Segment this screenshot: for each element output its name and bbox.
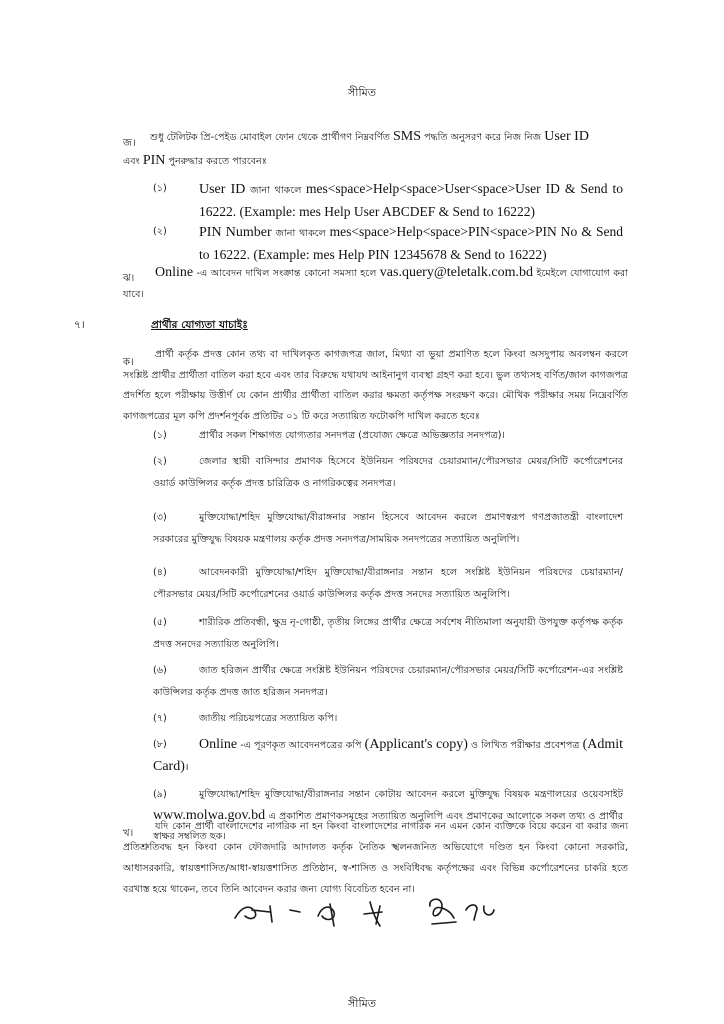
para-ja-label: জ।: [123, 138, 136, 149]
doc-item-2: (২) জেলার স্থায়ী বাসিন্দার প্রমাণক হিসেবে ইউনিয়ন পরিষদের চেয়ারম্যান/পৌরসভার মেয়র/সিটি কর্পোরেশনের ওয়ার্ড কাউন্সিলর কর্তৃক প্রদত্ত চারিত্রিক ও নাগরিকত্বের সনদপত্র।: [153, 456, 623, 489]
doc-item-8: (৮) Online -এ পূরণকৃত আবেদনপত্রের কপি (Applicant's copy) ও লিখিত পরীক্ষার প্রবেশপত্র (Admit Card)।: [153, 737, 624, 774]
handwritten-signatures: [230, 876, 530, 936]
section-7-title: প্রার্থীর যোগ্যতা যাচাইঃ: [151, 319, 248, 331]
sms-item-user-id: (১) User ID জানা থাকলে mes<space>Help<space>User<space>User ID & Send to 16222. (Example: mes Help User ABCDEF & Send to 16222): [153, 181, 623, 219]
para-ja-cont: এবং PIN পুনরুদ্ধার করতে পারবেনঃ: [123, 153, 267, 168]
para-jha: Online -এ আবেদন দাখিল সংক্রান্ত কোনো সমস্যা হলে vas.query@teletalk.com.bd ইমেইলে যোগাযোগ করা যাবে।: [123, 265, 628, 300]
page-footer: সীমিত: [348, 997, 376, 1010]
doc-item-4: (৪) আবেদনকারী মুক্তিযোদ্ধা/শহিদ মুক্তিযোদ্ধা/বীরাঙ্গনার সন্তান হলে সংশ্লিষ্ট ইউনিয়ন পরিষদের চেয়ারম্যান/পৌরসভার মেয়র/সিটি কর্পোরেশনের ওয়ার্ড কাউন্সিলর কর্তৃক প্রদত্ত সনদের সত্যায়িত অনুলিপি।: [153, 567, 623, 600]
para-kha-label: খ।: [123, 828, 134, 839]
doc-item-7: (৭) জাতীয় পরিচয়পত্রের সত্যায়িত কপি।: [153, 713, 338, 724]
doc-item-9: (৯) মুক্তিযোদ্ধা/শহিদ মুক্তিযোদ্ধা/বীরাঙ্গনার সন্তান কোটায় আবেদন করলে মুক্তিযুদ্ধ বিষয়ক মন্ত্রণালয়ের ওয়েবসাইট www.molwa.gov.bd এ প্রকাশিত প্রমাণকসমূহের সত্যায়িত অনুলিপি এবং প্রমাণকের আলোকে সকল তথ্য ও প্রার্থীর স্বাক্ষর সম্বলিত ছক।: [153, 789, 623, 842]
section-7-number: ৭।: [74, 319, 85, 331]
doc-item-1: (১) প্রার্থীর সকল শিক্ষাগত যোগ্যতার সনদপত্র (প্রযোজ্য ক্ষেত্রে অভিজ্ঞতার সনদপত্র)।: [153, 430, 505, 441]
sms-item-pin: (২) PIN Number জানা থাকলে mes<space>Help<space>PIN<space>PIN No & Send to 16222. (Example: mes Help PIN 12345678 & Send to 16222): [153, 224, 624, 262]
para-jha-label: ঝ।: [123, 273, 135, 284]
para-ka-label: ক।: [123, 357, 134, 368]
doc-item-6: (৬) জাত হরিজন প্রার্থীর ক্ষেত্রে সংশ্লিষ্ট ইউনিয়ন পরিষদের চেয়ারম্যান/পৌরসভার মেয়র/সিটি কর্পোরেশন-এর সংশ্লিষ্ট কাউন্সিলর কর্তৃক প্রদত্ত জাত হরিজন সনদপত্র।: [153, 665, 623, 698]
doc-item-5: (৫) শারীরিক প্রতিবন্ধী, ক্ষুদ্র নৃ-গোষ্ঠী, তৃতীয় লিঙ্গের প্রার্থীর ক্ষেত্রে সর্বশেষ নীতিমালা অনুযায়ী উপযুক্ত কর্তৃপক্ষ কর্তৃক প্রদত্ত সনদের সত্যায়িত অনুলিপি।: [153, 617, 623, 650]
para-ka: প্রার্থী কর্তৃক প্রদত্ত কোন তথ্য বা দাখিলকৃত কাগজপত্র জাল, মিথ্যা বা ভুয়া প্রমাণিত হলে কিংবা অসদুপায় অবলম্বন করলে সংশ্লিষ্ট প্রার্থীর প্রার্থীতা বাতিল করা হবে এবং তার বিরুদ্ধে যথাযথ আইনানুগ ব্যবস্থা গ্রহণ করা হবে। ভুল তথ্যসহ বর্ণিত/জাল কাগজপত্র প্রদর্শিত হলে পরীক্ষায় উত্তীর্ণ যে কোন প্রার্থীর প্রার্থীতা বাতিল করার ক্ষমতা কর্তৃপক্ষ সংরক্ষণ করে। মৌখিক পরীক্ষার সময় নিম্নেবর্ণিত কাগজপত্রের মূল কপি প্রদর্শনপূর্বক প্রতিটির ০১ টি করে সত্যায়িত ফটোকপি দাখিল করতে হবেঃ: [123, 349, 628, 422]
para-kha: যদি কোন প্রার্থী বাংলাদেশের নাগরিক না হন কিংবা বাংলাদেশের নাগরিক নন এমন কোন ব্যক্তিকে বিয়ে করেন বা করার জন্য প্রতিশ্রুতিবদ্ধ হন কিংবা কোন ফৌজদারি আদালত কর্তৃক নৈতিক স্খলনজনিত অভিযোগে দণ্ডিত হন কিংবা কোনো সরকারি, আধাসরকারি, স্বায়ত্তশাসিত/আধা-স্বায়ত্তশাসিত প্রতিষ্ঠান, স্ব-শাসিত ও সংবিধিবদ্ধ কর্তৃপক্ষের এবং বিভিন্ন কর্পোরেশনের চাকরি হতে বরখাস্ত হয়ে থাকেন, তবে তিনি আবেদন করার জন্য যোগ্য বিবেচিত হবেন না।: [123, 821, 628, 895]
doc-item-3: (৩) মুক্তিযোদ্ধা/শহিদ মুক্তিযোদ্ধা/বীরাঙ্গনার সন্তান হিসেবে আবেদন করলে প্রমাণস্বরূপ গণপ্রজাতন্ত্রী বাংলাদেশ সরকারের মুক্তিযুদ্ধ বিষয়ক মন্ত্রণালয় কর্তৃক প্রদত্ত সনদপত্র/সাময়িক সনদপত্রের সত্যায়িত অনুলিপি।: [153, 512, 623, 545]
para-ja: শুধু টেলিটক প্রি-পেইড মোবাইল ফোন থেকে প্রার্থীগণ নিম্নবর্ণিত SMS পদ্ধতি অনুসরণ করে নিজ নিজ User ID: [150, 129, 589, 144]
page-header: সীমিত: [348, 86, 376, 99]
